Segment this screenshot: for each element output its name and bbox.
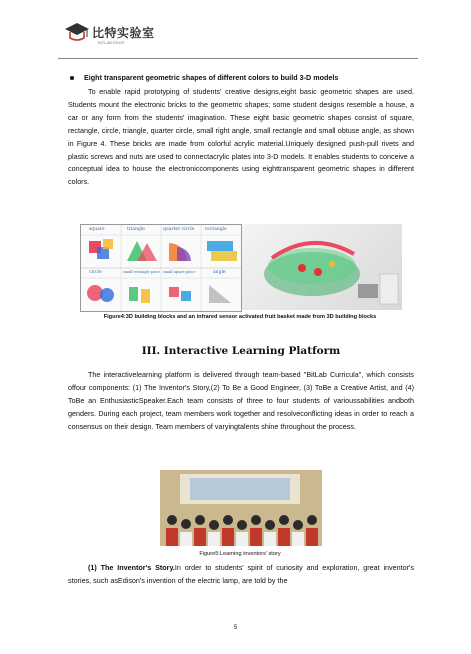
fruit-basket-illustration (242, 224, 402, 310)
label-rectangle: rectangle (205, 227, 227, 232)
inventor-story-text: In order to students' spirit of curiosity and exploration, great inventor's stories, such asEdison's invention of the electric lamp, are told by the (68, 563, 414, 585)
graduation-cap-icon (64, 22, 90, 44)
bullet-heading (68, 72, 414, 84)
body-text-bottom (68, 562, 414, 588)
figure-5-caption: Figure5:Learning inventors' story (199, 551, 281, 557)
figure-5-photo (160, 470, 322, 546)
label-circle: circle (89, 270, 102, 275)
figure-4-caption: Figure4:3D building blocks and an infrared sensor activated fruit basket made from 3D building blocks (103, 314, 377, 320)
label-triangle: triangle (127, 227, 145, 232)
label-angle: angle (213, 270, 226, 275)
label-square: square (89, 227, 105, 232)
inventor-story-paragraph (68, 562, 414, 588)
geometric-shapes-image (80, 224, 242, 312)
fruit-basket-photo (242, 224, 402, 310)
bitlab-logo (58, 12, 178, 60)
body-text-middle (68, 369, 414, 434)
logo-subtitle: BITLAB·EDU® (98, 40, 125, 45)
label-quarter-circle: quarter circle (163, 227, 195, 232)
page-number: 5 (233, 625, 238, 631)
bullet-icon (70, 76, 74, 80)
classroom-illustration (160, 470, 322, 546)
inventor-story-lead: (1) The Inventor's Story. (88, 563, 175, 572)
page-header (58, 12, 438, 60)
logo-text: 比特实验室 (92, 26, 155, 40)
header-divider (58, 58, 418, 59)
body-text-top (68, 72, 414, 189)
shapes-illustration (81, 225, 241, 311)
label-small-square: small square piece (163, 270, 196, 274)
platform-paragraph: The interactivelearning platform is delivered through team-based "BitLab Curricula", which consists offour components: (1) The Inventor's Story,(2) To Be a Good Engineer, (3) ToBe a Creative Artist, and (4) ToBe an EnthusiasticSpeaker.Each team consists of three to four students of varioussabilities andboth genders. During each project, team members work together and resolveconflicting ideas in order to reach a consensus on their design. Team members of varyingtalents shine throughout the process. (68, 370, 414, 431)
figure-4 (80, 224, 402, 310)
shapes-paragraph: To enable rapid prototyping of students' creative designs,eight basic geometric shapes are used. Students mount the electronic bricks to the geometric shapes; some student designs resemble a house, a car or any form from the students' imagination. These eight basic geometric shapes consist of square, rectangle, circle, triangle, quarter circle, small right angle, small rectangle and small obtuse angle, as shown in Figure 4. These bricks are made from colorful acrylic material.Uniquely designed push-pull rivets and plastic screws and nuts are used to connectacrylic plates into 3-D models. It enables students to conceive a conceptual idea to house the electroniccomponents using eighttransparent geometric shapes in different colors. (68, 87, 414, 187)
bullet-heading-text: Eight transparent geometric shapes of different colors to build 3-D models (84, 73, 339, 82)
section-iii-title: III. Interactive Learning Platform (141, 345, 341, 357)
label-small-rectangle: small rectangle piece (123, 270, 160, 274)
